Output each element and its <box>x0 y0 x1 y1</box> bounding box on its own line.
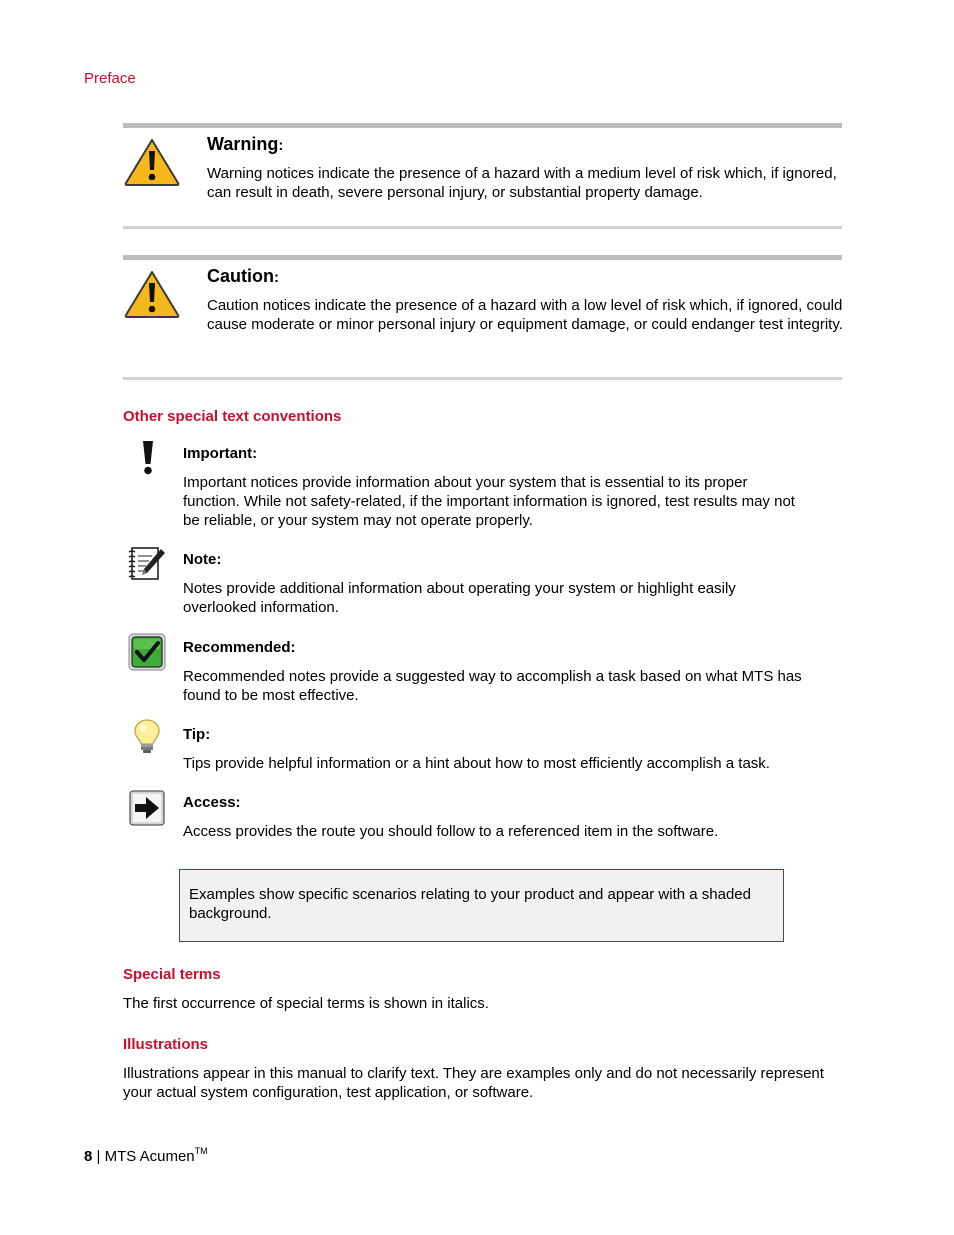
caution-top-rule <box>123 255 842 260</box>
warning-bottom-rule <box>123 226 842 229</box>
recommended-text: Recommended notes provide a suggested way to accomplish a task based on what MTS has found to be most effective. <box>183 668 802 704</box>
warning-text: Warning notices indicate the presence of a hazard with a medium level of risk which, if ignored, can result in death, severe personal injury, or substantial property damage. <box>207 165 837 201</box>
exclamation-icon <box>141 440 155 476</box>
important-text: Important notices provide information about your system that is essential to its proper function. While not safety-related, if the important information is ignored, test results may not be reliable, or your system may not operate properly. <box>183 474 795 529</box>
example-text: Examples show specific scenarios relating to your product and appear with a shaded background. <box>189 886 751 922</box>
trademark-mark: TM <box>194 1146 208 1156</box>
important-title: Important: <box>183 445 258 462</box>
special-terms-text: The first occurrence of special terms is shown in italics. <box>123 995 489 1012</box>
caution-title: Caution: <box>207 266 279 286</box>
warning-triangle-icon <box>123 137 181 187</box>
note-text: Notes provide additional information about operating your system or highlight easily overlooked information. <box>183 580 736 616</box>
checkmark-icon <box>128 633 166 671</box>
note-title: Note: <box>183 551 222 568</box>
recommended-title: Recommended: <box>183 639 296 656</box>
page-number: 8 <box>84 1148 93 1165</box>
tip-title: Tip: <box>183 726 211 743</box>
lightbulb-icon <box>134 719 160 755</box>
footer-separator: | <box>96 1148 101 1165</box>
arrow-right-icon <box>129 790 165 826</box>
warning-top-rule <box>123 123 842 128</box>
access-title: Access: <box>183 794 241 811</box>
access-text: Access provides the route you should follow to a referenced item in the software. <box>183 823 719 840</box>
example-box <box>179 869 784 942</box>
caution-triangle-icon <box>123 269 181 319</box>
illustrations-text: Illustrations appear in this manual to clarify text. They are examples only and do not necessarily represent your actual system configuration, test application, or software. <box>123 1065 824 1101</box>
warning-title: Warning: <box>207 134 284 154</box>
notepad-pencil-icon <box>127 546 167 582</box>
footer-product: MTS Acumen <box>104 1148 195 1165</box>
tip-text: Tips provide helpful information or a hint about how to most efficiently accomplish a task. <box>183 755 770 772</box>
running-header: Preface <box>84 70 136 87</box>
illustrations-heading: Illustrations <box>123 1036 209 1053</box>
caution-text: Caution notices indicate the presence of a hazard with a low level of risk which, if ignored, could cause moderate or minor personal injury or equipment damage, or could endanger test integrity. <box>207 297 843 333</box>
other-conventions-heading: Other special text conventions <box>123 408 342 425</box>
special-terms-heading: Special terms <box>123 966 221 983</box>
page-footer <box>84 1148 208 1165</box>
caution-bottom-rule <box>123 377 842 380</box>
